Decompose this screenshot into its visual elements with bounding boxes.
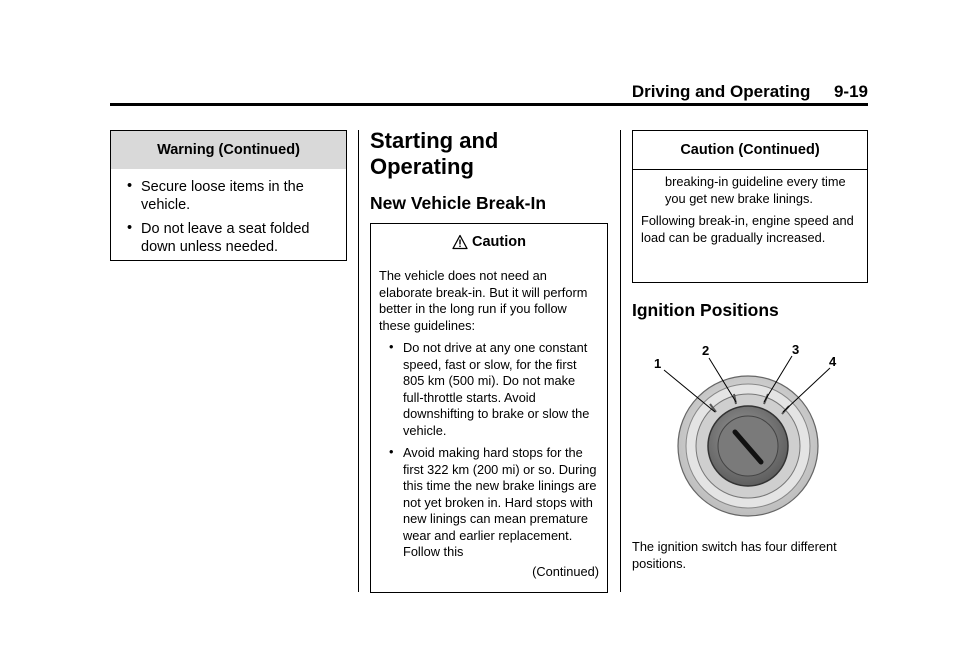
page-number: 9-19	[833, 82, 868, 101]
ignition-description: The ignition switch has four different positions.	[632, 539, 837, 571]
caution-box	[370, 223, 608, 593]
label-4: 4	[829, 354, 837, 369]
caution-items	[379, 340, 599, 561]
caution-item: • Avoid making hard stops for the first 322 km (200 mi) or so. During this time the new brake linings are not yet broken in. Hard stops with new linings can mean premature wear and earlier replacement. Follow this	[387, 445, 599, 561]
label-1: 1	[654, 356, 662, 371]
caution-continued-title: Caution (Continued)	[633, 131, 867, 170]
warning-box-items	[111, 169, 346, 256]
label-3: 3	[792, 342, 800, 357]
ignition-switch-figure	[652, 340, 842, 520]
label-2: 2	[702, 343, 710, 358]
caution-continued-paragraph: Following break-in, engine speed and load can be gradually increased.	[641, 213, 854, 245]
warning-triangle-icon	[452, 234, 468, 250]
section-title-line1: Starting and	[370, 128, 499, 153]
caution-box-body	[371, 260, 607, 580]
column-divider-2	[620, 130, 621, 592]
header-rule	[110, 103, 868, 106]
caution-box-title: Caution	[472, 234, 526, 250]
section-title-line2: Operating	[370, 154, 474, 179]
warning-box-title: Warning (Continued)	[111, 131, 346, 169]
header-title: Driving and Operating 9-19	[631, 82, 868, 101]
caution-continued-body	[633, 170, 867, 246]
column-divider-1	[358, 130, 359, 592]
subsection-title-break-in: New Vehicle Break-In	[370, 193, 547, 213]
caution-intro: The vehicle does not need an elaborate break-in. But it will perform better in the long run if you follow these guidelines:	[379, 268, 588, 333]
caution-item: • Do not drive at any one constant speed, fast or slow, for the first 805 km (500 mi). Do not make full-throttle starts. Avoid downshifting to brake or slow the vehicle.	[387, 340, 599, 439]
page-header	[110, 82, 868, 104]
continued-label: (Continued)	[532, 563, 599, 579]
warning-item: • Secure loose items in the vehicle.	[125, 178, 334, 214]
section-title	[370, 128, 498, 180]
caution-continued-text: breaking-in guideline every time you get new brake linings.	[665, 174, 846, 206]
warning-continued-box	[110, 130, 347, 261]
warning-item: • Do not leave a seat folded down unless needed.	[125, 220, 334, 256]
caution-box-header	[371, 224, 607, 260]
subsection-title-ignition: Ignition Positions	[632, 300, 779, 320]
caution-continued-box	[632, 130, 868, 283]
